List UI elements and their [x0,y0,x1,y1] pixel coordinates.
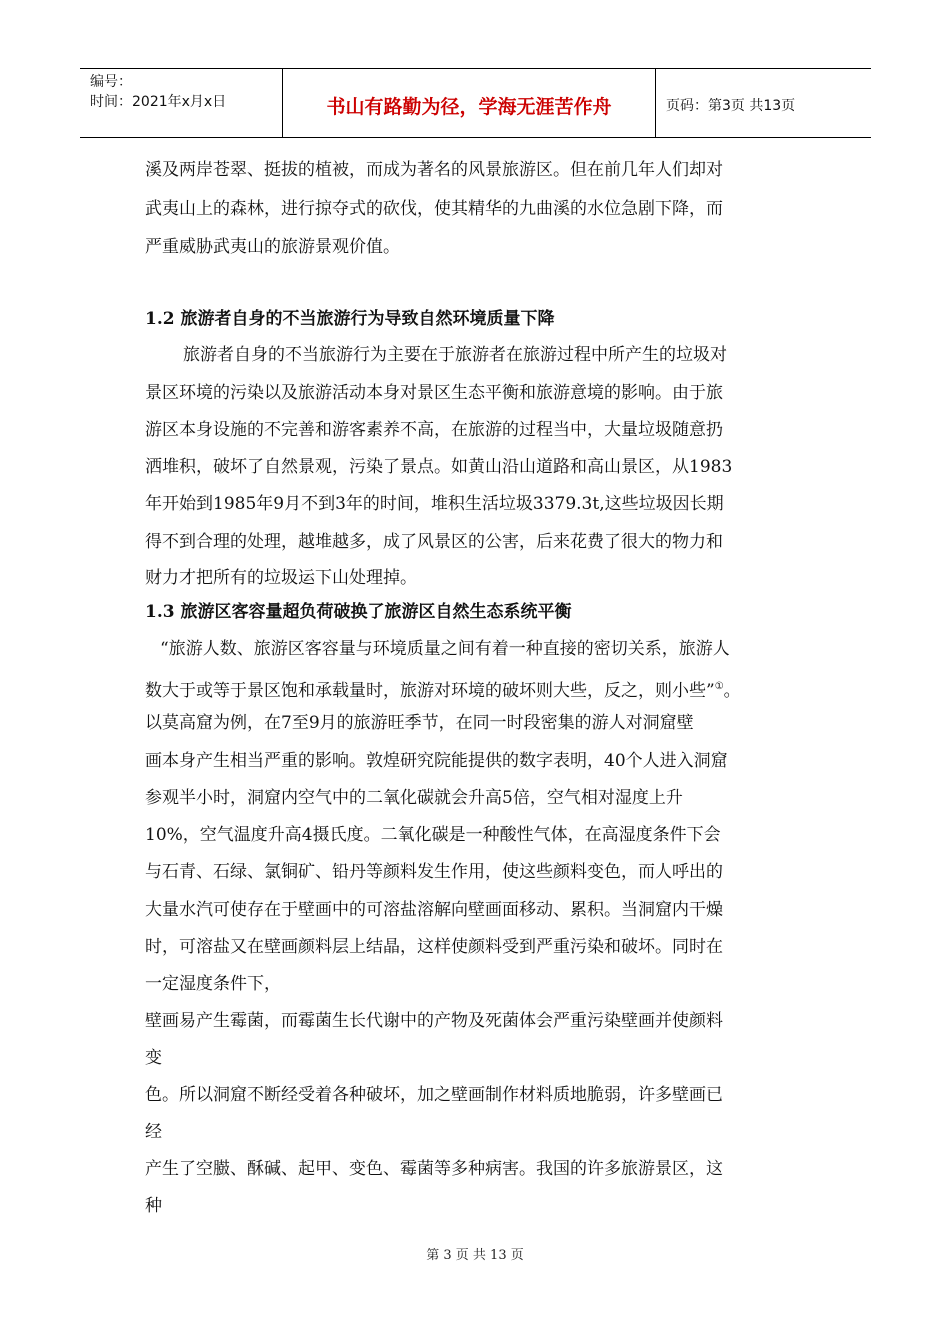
body-line: 以莫高窟为例，在7至9月的旅游旺季节，在同一时段密集的游人对洞窟壁 [145,713,694,733]
document-number-label: 编号： [90,74,132,90]
body-line: 10%，空气温度升高4摄氏度。二氧化碳是一种酸性气体，在高湿度条件下会 [145,825,721,845]
body-line-text: 数大于或等于景区饱和承载量时，旅游对环境的破坏则大些，反之，则小些” [145,681,715,701]
body-line: 年开始到1985年9月不到3年的时间，堆积生活垃圾3379.3t,这些垃圾因长期 [145,494,724,514]
body-line: 得不到合理的处理，越堆越多，成了风景区的公害，后来花费了很大的物力和 [145,532,723,552]
body-line [145,675,741,703]
body-line: 财力才把所有的垃圾运下山处理掉。 [145,568,417,588]
header-meta [80,69,282,137]
footnote-mark: ① [714,681,724,692]
body-line: 壁画易产生霉菌，而霉菌生长代谢中的产物及死菌体会严重污染壁画并使颜料 [145,1011,723,1031]
body-line: 变 [145,1048,162,1068]
body-line-punct: 。 [723,681,741,701]
page-footer: 第 3 页 共 13 页 [426,1248,524,1263]
body-line: 旅游者自身的不当旅游行为主要在于旅游者在旅游过程中所产生的垃圾对 [183,345,727,365]
body-line: 参观半小时，洞窟内空气中的二氧化碳就会升高5倍，空气相对湿度上升 [145,788,683,808]
header-page-label: 页码：第3页 共13页 [666,98,796,114]
body-line: 溪及两岸苍翠、挺拔的植被，而成为著名的风景旅游区。但在前几年人们却对 [145,160,723,180]
body-line: 经 [145,1122,162,1142]
body-line: 严重威胁武夷山的旅游景观价值。 [145,237,400,257]
body-line: 色。所以洞窟不断经受着各种破坏，加之壁画制作材料质地脆弱，许多壁画已 [145,1085,723,1105]
header-motto: 书山有路勤为径，学海无涯苦作舟 [282,69,656,137]
section-heading: 1.3 旅游区客容量超负荷破换了旅游区自然生态系统平衡 [145,602,572,622]
body-line: “旅游人数、旅游区客容量与环境质量之间有着一种直接的密切关系，旅游人 [160,639,730,659]
body-line: 种 [145,1196,162,1216]
body-line: 一定湿度条件下， [145,974,281,994]
body-line: 画本身产生相当严重的影响。敦煌研究院能提供的数字表明，40个人进入洞窟 [145,751,728,771]
body-line: 时，可溶盐又在壁画颜料层上结晶，这样使颜料受到严重污染和破坏。同时在 [145,937,723,957]
body-line: 洒堆积，破坏了自然景观，污染了景点。如黄山沿山道路和高山景区，从1983 [145,457,733,477]
body-line: 大量水汽可使存在于壁画中的可溶盐溶解向壁画面移动、累积。当洞窟内干燥 [145,900,723,920]
page-header [80,68,871,138]
section-heading: 1.2 旅游者自身的不当旅游行为导致自然环境质量下降 [145,309,555,329]
body-line: 产生了空臌、酥碱、起甲、变色、霉菌等多种病害。我国的许多旅游景区，这 [145,1159,723,1179]
body-line: 武夷山上的森林，进行掠夺式的砍伐，使其精华的九曲溪的水位急剧下降，而 [145,199,723,219]
body-line: 与石青、石绿、氯铜矿、铅丹等颜料发生作用，使这些颜料变色，而人呼出的 [145,862,723,882]
body-line: 游区本身设施的不完善和游客素养不高，在旅游的过程当中，大量垃圾随意扔 [145,420,723,440]
document-time-label: 时间：2021年x月x日 [90,94,227,110]
body-line: 景区环境的污染以及旅游活动本身对景区生态平衡和旅游意境的影响。由于旅 [145,383,723,403]
